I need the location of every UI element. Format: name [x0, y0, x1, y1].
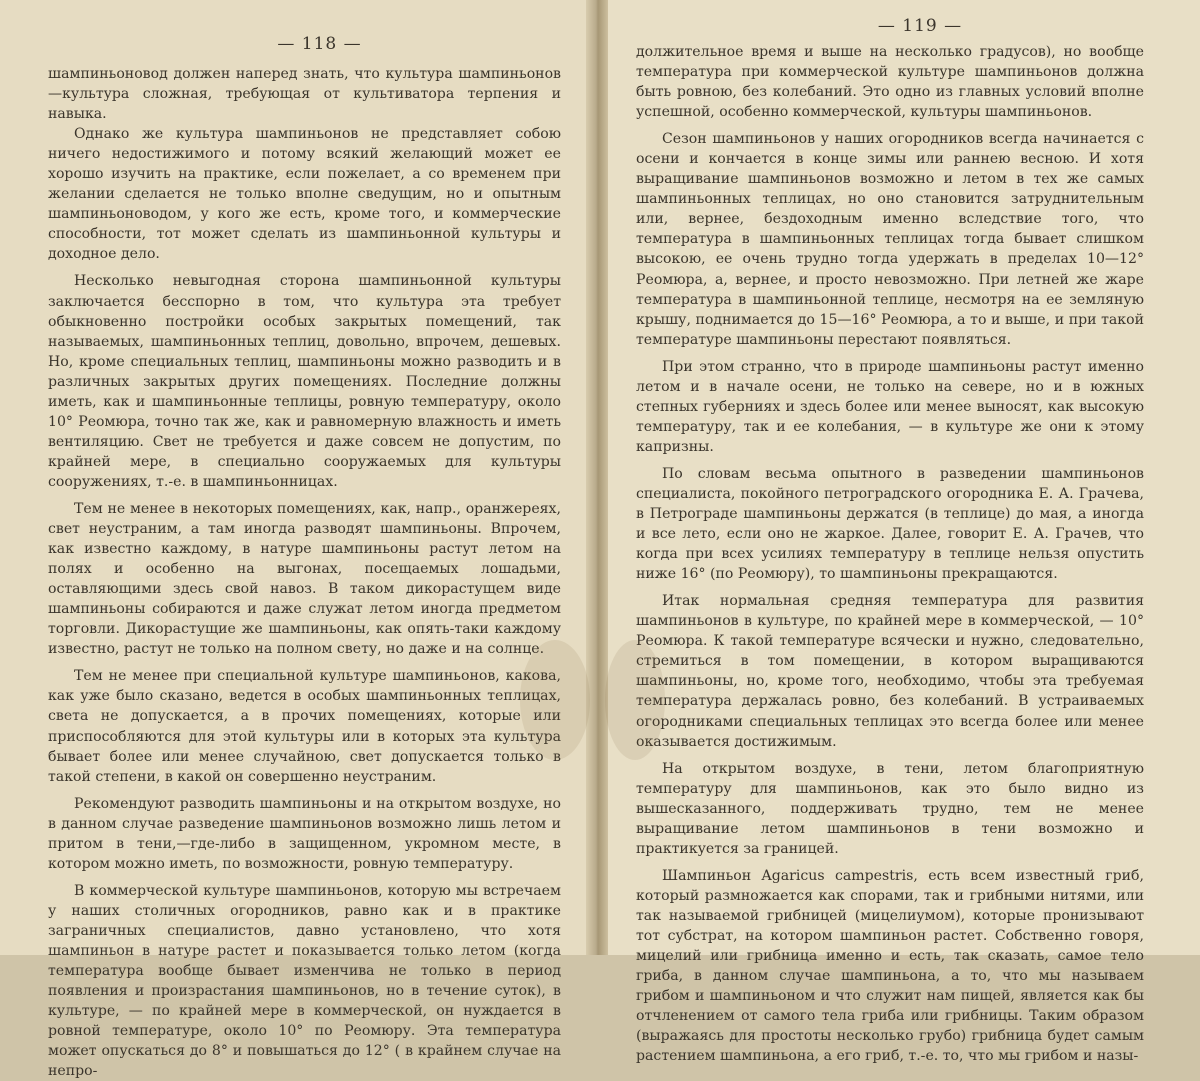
paragraph: Однако же культура шампиньонов не представляет собою ничего недостижимого и потому всякий желающий может ее хорошо изучить на практике, если пожелает, а со временем при желании сделается не только вполне сведущим, но и опытным шампиньоноводом, у кого же есть, кроме того, и коммерческие способности, тот может сделать из шампиньонной культуры и доходное дело. — [48, 126, 561, 263]
paper-stain — [605, 640, 665, 760]
paragraph: должительное время и выше на несколько градусов), но вообще температура при коммерческой культуре шампиньонов должна быть ровною, без колебаний. Это одно из главных условий вполне успешной, особенно коммерческой, культуры шампиньонов. — [636, 44, 1144, 121]
page-number-right: — 119 — — [877, 16, 963, 36]
paragraph: Несколько невыгодная сторона шампиньонной культуры заключается бесспорно в том, что культура эта требует обыкновенно постройки особых закрытых помещений, так называемых, шампиньонных теплиц, довольно, впрочем, дешевых. Но, кроме специальных теплиц, шампиньоны можно разводить и в различных закрытых других помещениях. Последние должны иметь, как и шампиньонные теплицы, ровную температуру, около 10° Реомюра, точно так же, как и равномерную влажность и иметь вентиляцию. Свет не требуется и даже совсем не допустим, по крайней мере, в специально сооружаемых для культуры сооружениях, т.-е. в шампиньонницах. — [48, 273, 561, 490]
book-gutter — [586, 0, 608, 955]
paragraph: При этом странно, что в природе шампиньоны растут именно летом и в начале осени, не только на севере, но и в южных степных губерниях и здесь более или менее выносят, как высокую температуру, так и ее колебания, — в культуре же они к этому капризны. — [636, 358, 1144, 455]
paper-stain — [520, 640, 590, 760]
page-number-left: — 118 — — [277, 34, 362, 54]
paragraph: В коммерческой культуре шампиньонов, которую мы встречаем у наших столичных огородников, равно как и в практике заграничных специалистов, давно установлено, что хотя шампиньон в натуре растет и показывается только летом (когда температура вообще бывает изменчива не только в период появления и произрастания шампиньонов, но в течение суток), в культуре, — по крайней мере в коммерческой, он нуждается в ровной температуре, около 10° по Реомюру. Эта температура может опускаться до 8° и повышаться до 12° ( в крайнем случае на непро- — [48, 882, 561, 1080]
paragraph: Тем не менее в некоторых помещениях, как, напр., оранжереях, свет неустраним, а там иногда разводят шампиньоны. Впрочем, как известно каждому, в натуре шампиньоны растут летом на полях и особенно на выгонах, посещаемых лошадьми, оставляющими здесь свой навоз. В таком дикорастущем виде шампиньоны собираются и даже служат летом иногда предметом торговли. Дикорастущие же шампиньоны, как опять-таки каждому известно, растут не только на полном свету, но даже и на солнце. — [48, 500, 561, 658]
right-page-text — [636, 42, 1144, 1066]
left-page-text — [48, 64, 561, 1081]
paragraph: На открытом воздухе, в тени, летом благоприятную температуру для шампиньонов, как это было видно из вышесказанного, поддерживать трудно, тем не менее выращивание летом шампиньонов в тени возможно и практикуется за границей. — [636, 760, 1144, 857]
paragraph: Тем не менее при специальной культуре шампиньонов, какова, как уже было сказано, ведется в особых шампиньонных теплицах, света не допускается, а в прочих помещениях, которые или приспособляются для этой культуры или в которых эта культура бывает более или менее случайною, свет допускается только в такой степени, в какой он совершенно неустраним. — [48, 668, 561, 785]
left-page — [0, 0, 595, 1080]
paragraph: Сезон шампиньонов у наших огородников всегда начинается с осени и кончается в конце зимы или раннею весною. И хотя выращивание шампиньонов возможно и летом в тех же самых шампиньонных теплицах, но оно становится затруднительным или, вернее, бездоходным именно вследствие того, что температура в шампиньонных теплицах тогда бывает слишком высокою, ее очень трудно тогда удержать в пределах 10—12° Реомюра, а, вернее, и просто невозможно. При летней же жаре температура в шампиньонной теплице, несмотря на ее земляную крышу, поднимается до 15—16° Реомюра, а то и выше, и при такой температуре шампиньоны перестают появляться. — [636, 131, 1144, 348]
paragraph: Рекомендуют разводить шампиньоны и на открытом воздухе, но в данном случае разведение шампиньонов возможно лишь летом и притом в тени,—где-либо в защищенном, укромном месте, в котором можно иметь, по возможности, ровную температуру. — [48, 795, 561, 872]
paragraph: Шампиньон Agaricus campestris, есть всем известный гриб, который размножается как спорами, так и грибными нитями, или так называемой грибницей (мицелиумом), которые пронизывают тот субстрат, на котором шампиньон растет. Собственно говоря, мицелий или грибница именно и есть, так сказать, самое тело гриба, в данном случае шампиньона, а то, что мы называем грибом и шампиньоном и что служит нам пищей, является как бы отчленением от самого тела гриба или грибницы. Таким образом (выражаясь для простоты несколько грубо) грибница будет самым растением шампиньона, а его гриб, т.-е. то, что мы грибом и назы- — [636, 867, 1144, 1065]
paragraph: По словам весьма опытного в разведении шампиньонов специалиста, покойного петроградского огородника Е. А. Грачева, в Петрограде шампиньоны держатся (в теплице) до мая, а иногда и все лето, если оно не жаркое. Далее, говорит Е. А. Грачев, что когда при всех усилиях температуру в теплице нельзя опустить ниже 16° (по Реомюру), то шампиньоны прекращаются. — [636, 465, 1144, 583]
paragraph: Итак нормальная средняя температура для развития шампиньонов в культуре, по крайней мере в коммерческой, — 10° Реомюра. К такой температуре всячески и нужно, следовательно, стремиться в том помещении, в котором выращиваются шампиньоны, но, кроме того, необходимо, чтобы эта требуемая температура держалась ровно, без колебаний. В устраиваемых огородниками специальных теплицах это всегда более или менее оказывается достижимым. — [636, 593, 1144, 750]
right-page — [600, 0, 1200, 1065]
paragraph: шампиньоновод должен наперед знать, что культура шампиньонов—культура сложная, требующая от культиватора терпения и навыка. — [48, 66, 561, 123]
